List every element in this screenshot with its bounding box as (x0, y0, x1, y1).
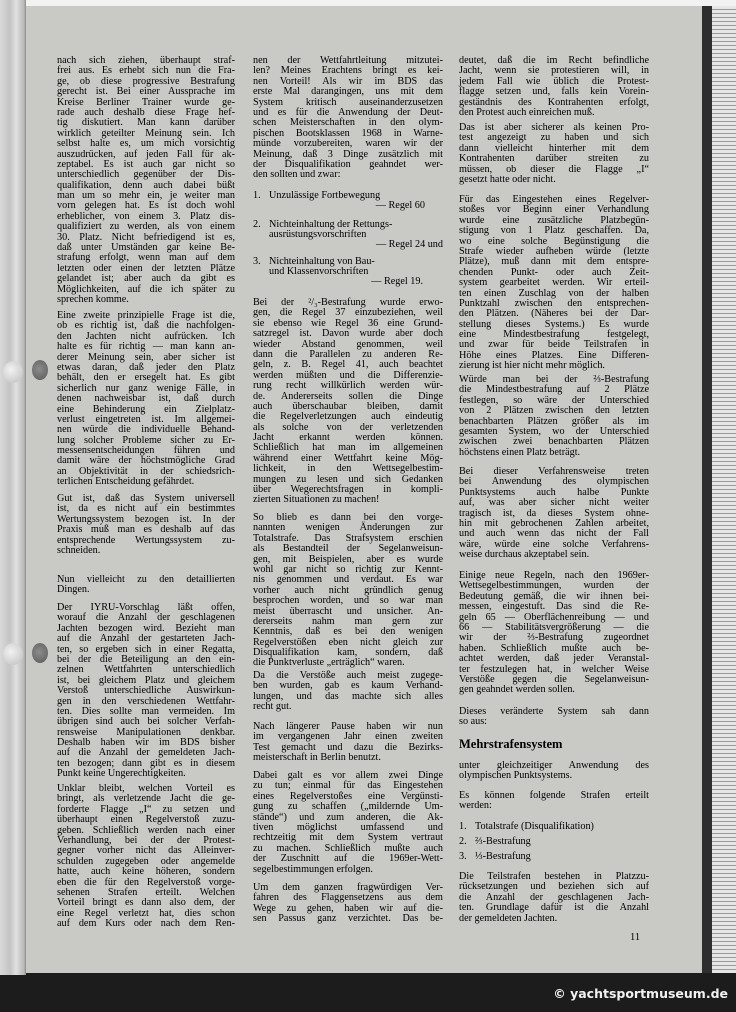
text-line: Unklar bleibt, welchen Vorteil es (57, 783, 235, 794)
paragraph (459, 56, 649, 118)
rule-list-item (253, 191, 425, 213)
paragraph (57, 56, 235, 305)
text-line: Jacht, wenn sie protestieren will, in (459, 65, 649, 77)
text-line: so aus: (459, 716, 488, 728)
text-line: gesetzt hatte oder nicht. (459, 173, 556, 185)
text-line: system gearbeitet werden. Wir erteil- (459, 277, 649, 289)
text-line: als Bestandteil der Segelanweisun- (253, 543, 443, 555)
text-line: ob es richtig ist, daß die nachfolgen- (57, 320, 235, 332)
rule-list-item (253, 220, 443, 252)
text-line: eben die für den Regelverstoß vorge- (57, 876, 235, 888)
paragraph (253, 513, 443, 669)
text-line: sen Passus ganz verzichtet. Das be- (253, 913, 443, 925)
text-line: deutet, daß die im Recht befindliche (459, 55, 649, 66)
rule-reference: — Regel 19. (371, 276, 423, 287)
list-text: Nichteinhaltung der Rettungs- (269, 219, 393, 230)
text-line: ben wurden, gab es kaum Verhand- (253, 680, 443, 692)
text-line: gen, mit Beispielen, aber es wurde (253, 553, 443, 565)
page-shadow-edge (702, 6, 712, 973)
text-line: Dieses veränderte System sah dann (459, 706, 649, 717)
text-line: denen nachweisbar ist, daß durch (57, 393, 235, 405)
text-line: der Disqualifikation geahndet wer- (253, 158, 443, 170)
text-line: auf dem Kurs oder nach dem Ren- (57, 918, 235, 930)
text-line: nen der Wettfahrtleitung mitzutei- (253, 55, 443, 66)
text-line: müssen, ob dieser die Flagge „I“ (459, 163, 649, 175)
text-line: Dingen. (57, 584, 90, 596)
text-line: mungen zu lesen und sich Gedanken (253, 473, 443, 485)
text-line: die Mindestbestrafung auf 2 Plätze (459, 384, 649, 396)
text-line: Das ist aber sicherer als keinen Pro- (459, 122, 649, 133)
text-line: stoßes vor Beginn einer Verhandlung (459, 204, 649, 216)
text-line: Es können folgende Strafen erteilt (459, 790, 649, 801)
text-line: nis genommen und verdaut. Es war (253, 574, 443, 586)
text-line: flagge setzen und, falls kein Vorein- (459, 86, 649, 98)
text-line: messensentscheidungen führen und (57, 445, 235, 457)
text-line: erheblicher, von einem 3. Platz dis- (57, 210, 235, 222)
text-line: Regelverstößen eben nicht gleich zur (253, 636, 443, 648)
text-line: dann vielleicht hinterher mit dem (459, 142, 649, 154)
paragraph (459, 791, 649, 812)
paragraph (459, 761, 649, 782)
penalty-list-item (459, 821, 594, 832)
text-line: Einige neue Regeln, nach den 1969er- (459, 570, 649, 581)
text-line: den sollten und zwar: (253, 169, 341, 181)
paragraph (459, 123, 649, 185)
text-line: den Plätzen. (Näheres bei der Dar- (459, 308, 649, 320)
paragraph (253, 298, 443, 506)
text-line: eine Mindestbestrafung festgelegt, (459, 329, 649, 341)
binder-hole (3, 643, 23, 665)
text-line: über Wegerechtsfragen in kompli- (253, 484, 443, 496)
binder-edge (0, 0, 26, 975)
text-line: besprochen worden, und so war man (253, 595, 443, 607)
text-line: lung solcher Probleme sicher zu Er- (57, 434, 235, 446)
paragraph (57, 494, 235, 556)
text-line: dererseits nahm man gern zur (253, 615, 443, 627)
text-line: zu machen. Schließlich mußte auch (253, 842, 443, 854)
text-line: selbst halte es, um mich vorsichtig (57, 138, 235, 150)
text-line: unter gleichzeitiger Anwendung des (459, 760, 649, 771)
paragraph (253, 722, 443, 764)
text-line: wohl gar nicht so richtig zur Kennt- (253, 563, 443, 575)
punch-hole (32, 643, 48, 663)
text-line: als solche von der verletzenden (253, 421, 443, 433)
text-line: und auch wenn das nicht der Fall (459, 528, 649, 540)
text-line: an Objektivität in der schiedsrich- (57, 465, 235, 477)
text-line: tragisch ist, da dieses System ohne- (459, 507, 649, 519)
text-line: Punkt keine Ungerechtigkeiten. (57, 768, 186, 780)
paragraph (459, 872, 649, 924)
text-line: sie ebenso wie Regel 36 eine Grund- (253, 317, 443, 329)
text-line: fahren des Flaggensetzens aus dem (253, 892, 443, 904)
paragraph (253, 671, 443, 713)
text-line: lichkeit, in den Wettsegelbestim- (253, 463, 443, 475)
stacked-pages-edge (712, 6, 736, 973)
text-line: festlegen, so wäre der Unterschied (459, 394, 649, 406)
text-line: ten, so ergeben sich in einer Regatta, (57, 643, 235, 655)
text-line: den Protest auch einreichen muß. (459, 106, 595, 118)
text-line: zwischen zwei benachbarten Plätzen (459, 436, 649, 448)
text-line: tiven möglichst umfassend und (253, 821, 443, 833)
list-number: 3. (459, 851, 467, 862)
text-line: Eine zweite prinzipielle Frage ist die, (57, 310, 235, 321)
text-line: werden müßten und die Differenzie- (253, 369, 443, 381)
text-line: von 2 Plätzen zwischen den letzten (459, 405, 649, 417)
text-line: Wettsegelbestimmungen, wurden der (459, 580, 649, 592)
text-line: strafung erfolgt, wenn man auf dem (57, 252, 235, 264)
text-line: Punktsystems auch halbe Punkte (459, 486, 649, 498)
text-line: auch überschaubar bleiben, damit (253, 400, 443, 412)
text-line: eine Regel verletzt hat, dies schon (57, 907, 235, 919)
text-line: rensweise Manipulationen denkbar. (57, 726, 235, 738)
text-line: auf, was aber sicher nicht weiter (459, 497, 649, 509)
text-line: Die Teilstrafen bestehen in Platzzu- (459, 871, 649, 882)
text-line: hin mit gebrochenen Zahlen arbeitet, (459, 517, 649, 529)
text-line: Test gemacht und dazu die Bezirks- (253, 741, 443, 753)
text-line: Bei der ²/₃-Bestrafung wurde erwo- (253, 297, 443, 308)
text-line: ten bezogen; dann gibt es in diesem (57, 757, 235, 769)
text-line: benachbarten Plätzen größer als im (459, 415, 649, 427)
text-line: hatte, auch keine höheren, sondern (57, 866, 235, 878)
copyright-watermark: © yachtsportmuseum.de (553, 986, 728, 1001)
text-line: Deshalb haben wir im BDS bisher (57, 737, 235, 749)
text-line: lungen, und das machte sich alles (253, 690, 443, 702)
text-line: frei aus. Es erhebt sich nun die Fra- (57, 65, 235, 77)
text-line: entsprechende Wertungssystem zu- (57, 534, 235, 546)
list-number: 2. (459, 836, 467, 847)
paragraph (57, 784, 235, 929)
text-line: 66 — Stabilitätsvergrößerung — die (459, 621, 649, 633)
text-line: sprechen komme. (57, 293, 129, 305)
text-line: weise durchaus akzeptabel sein. (459, 549, 590, 561)
text-line: gegner vorher nicht das Alleinver- (57, 845, 235, 857)
text-line: olympischen Punktsystems. (459, 770, 573, 782)
text-line: Kreise Berliner Trainer wurde ge- (57, 96, 235, 108)
text-line: letzten oder einen der letzten Plätze (57, 262, 235, 274)
text-line: Nun vielleicht zu den detaillierten (57, 574, 235, 585)
text-line: Wertungssystem bezogen ist. In der (57, 513, 235, 525)
text-line: 30. Platz. Nicht befriedigend ist es, (57, 231, 235, 243)
text-line: wäre, würde eine solche Verfahrens- (459, 538, 649, 550)
text-line: wurde eine zusätzliche Platzbegün- (459, 214, 649, 226)
text-line: eines Regelverstoßes eine Vergünsti- (253, 790, 443, 802)
text-line: Strafe wieder aufheben würde (letzte (459, 245, 649, 257)
text-line: Totalstrafe. Das Strafsystem erschien (253, 532, 443, 544)
text-line: die Regelverletzungen auch eindeutig (253, 411, 443, 423)
text-line: ten. Grundlage dafür ist die Anzahl (459, 902, 649, 914)
text-line: meisterschaft in Berlin benutzt. (253, 752, 381, 764)
text-line: segelbestimmungen erfolgen. (253, 863, 373, 875)
text-line: Punktzahl zwischen den entsprechen- (459, 297, 649, 309)
text-line: messen, eingestuft. Das sind die Re- (459, 601, 649, 613)
rule-list-item (253, 257, 423, 289)
text-line: gen geahndet werden sollen. (459, 684, 575, 696)
text-line: gesamten System, wo der Unterschied (459, 425, 649, 437)
text-line: zu tun; einmal für das Eingestehen (253, 780, 443, 792)
text-line: ge, ob diese progressive Bestrafung (57, 75, 235, 87)
text-line: bei der die Beteiligung an den ein- (57, 653, 235, 665)
text-line: stände“) und zum anderen, die Ak- (253, 811, 443, 823)
text-line: im vergangenen Jahr einen zweiten (253, 731, 443, 743)
text-line: tig diskutiert. Man kann darüber (57, 117, 235, 129)
text-line: Plätze), muß dann mit dem entspre- (459, 256, 649, 268)
text-line: Verstöße gegen die Segelanweisun- (459, 673, 649, 685)
text-line: zeptabel. Es ist auch gar nicht so (57, 158, 235, 170)
text-line: überhaupt einen Regelverstoß zuzu- (57, 814, 235, 826)
page-number: 11 (630, 932, 641, 943)
list-text: Unzulässige Fortbewegung (269, 190, 381, 201)
text-line: auszudrücken, auf jeden Fall für ak- (57, 148, 235, 160)
list-number: 1. (459, 821, 467, 832)
text-line: terlichen Entscheidung gefährdet. (57, 476, 195, 488)
text-line: unterschiedlich gegenüber der Dis- (57, 169, 235, 181)
text-line: Jacht erkannt werden können. (253, 432, 443, 444)
text-line: werden: (459, 800, 492, 812)
text-line: Bei dieser Verfahrensweise treten (459, 466, 649, 477)
text-line: Der IYRU-Vorschlag läßt offen, (57, 602, 235, 613)
text-line: die Punktverluste „erträglich“ waren. (253, 657, 405, 669)
text-line: qualifiziert zu werden, als von einem (57, 221, 235, 233)
text-line: qualifikation, denn auch dabei büßt (57, 179, 235, 191)
text-line: stellung dieses Systems.) Es wurde (459, 318, 649, 330)
text-line: sicherlich nur ganz wenige Fälle, in (57, 382, 235, 394)
text-line: damit wäre der höchstmögliche Grad (57, 455, 235, 467)
text-line: gung zu schaffen („mildernde Um- (253, 801, 443, 813)
section-heading: Mehrstrafensystem (459, 737, 563, 751)
text-line: behält, den er ersegelt hat. Es gibt (57, 372, 235, 384)
text-line: chenden Punkt- oder auch Zeit- (459, 266, 649, 278)
text-line: meist überrascht und unsicher. An- (253, 605, 443, 617)
text-line: achtet werden, daß jeder Veranstal- (459, 653, 649, 665)
text-line: derer Meinung sein, aber sicher ist (57, 351, 235, 363)
text-line: gen, die Regel 37 einzubeziehen, weil (253, 307, 443, 319)
text-line: Höhe eines Platzes. Eine Differen- (459, 349, 649, 361)
text-line: Disqualifikation kam, sondern, daß (253, 647, 443, 659)
text-line: nen Vorteil! Als wir im BDS das (253, 75, 443, 87)
text-line: Dabei galt es vor allem zwei Dinge (253, 770, 443, 781)
text-line: Kenntnis, daß es bei den wenigen (253, 626, 443, 638)
text-line: Kontrahenten darüber streiten zu (459, 153, 649, 165)
text-line: Für das Eingestehen eines Regelver- (459, 194, 649, 205)
text-line: halte es für richtig — man kann an- (57, 341, 235, 353)
paragraph (459, 375, 649, 458)
paragraph (57, 575, 235, 596)
text-line: zelnen Wettfahrten unterschiedlich (57, 664, 235, 676)
text-line: gen in den verschiedenen Wettfahr- (57, 695, 235, 707)
text-line: haben. Schließlich mußte auch be- (459, 642, 649, 654)
paragraph (57, 311, 235, 488)
text-line: auf die Anzahl der gestarteten Jach- (57, 633, 235, 645)
text-line: worauf die Anzahl der geschlagenen (57, 612, 235, 624)
text-line: schulden zugegeben oder angemelde (57, 855, 235, 867)
text-line: Würde man bei der ⅔-Bestrafung (459, 374, 649, 385)
text-line: der gemeldeten Jachten. (459, 912, 558, 924)
text-line: zierung ist hier nicht mehr möglich. (459, 360, 605, 372)
paragraph (253, 56, 443, 181)
text-line: und zwar für beide Teilstrafen in (459, 339, 649, 351)
penalty-list-item (459, 836, 531, 847)
paragraph (459, 571, 649, 696)
text-line: geln 65 — Oberflächenreibung — und (459, 611, 649, 623)
text-line: So blieb es dann bei den vorge- (253, 512, 443, 523)
text-line: ist, bei gleichem Platz und gleichem (57, 674, 235, 686)
text-line: bringt, als verletzende Jacht die ge- (57, 793, 235, 805)
text-line: Verhandlung, bei der der Protest- (57, 834, 235, 846)
text-line: Vorteil bringt es dann also dem, der (57, 897, 235, 909)
text-line: während einer Wettfahrt keine Mög- (253, 452, 443, 464)
text-line: Schließlich hat man im allgemeinen (253, 442, 443, 454)
paragraph (253, 883, 443, 925)
text-line: ten einen Zuschlag von der halben (459, 287, 649, 299)
text-line: Um dem ganzen fragwürdigen Ver- (253, 882, 443, 893)
text-line: geln, z. B. Regel 41, auch beachtet (253, 359, 443, 371)
punch-hole (32, 360, 48, 380)
text-line: der Zuschnitt auf die 1969er-Wett- (253, 853, 443, 865)
text-line: ist, da es nicht auf ein bestimmtes (57, 503, 235, 515)
text-line: etwas daran, daß jeder den Platz (57, 361, 235, 373)
text-line: recht gut. (253, 701, 292, 713)
text-line: erste Mal darangingen, uns mit dem (253, 86, 443, 98)
text-line: forderte Flagge „I“ zu setzen und (57, 803, 235, 815)
text-line: Jachten bezogen wird. Bezieht man (57, 622, 235, 634)
text-line: eine Behinderung ein Zielplatz- (57, 403, 235, 415)
text-line: bei Anwendung des olympischen (459, 476, 649, 488)
text-line: die Anzahl der geschlagenen Jach- (459, 891, 649, 903)
text-line: wirklich geteilter Meinung sein. Ich (57, 127, 235, 139)
text-line: Gut ist, daß das System universell (57, 493, 235, 504)
paragraph (459, 707, 649, 728)
text-line: gerecht ist. Bei einer Aussprache im (57, 86, 235, 98)
text-line: verlust eingetreten ist. Im allgemei- (57, 413, 235, 425)
penalty-list-item (459, 851, 531, 862)
text-line: übrigen sind auch bei solcher Verfah- (57, 716, 235, 728)
text-line: Möglichkeiten, auf die ich später zu (57, 283, 235, 295)
list-text: ⅔-Bestrafung (475, 836, 531, 847)
paragraph (459, 195, 649, 372)
text-line: ten. Dies sollte man vermeiden. Im (57, 705, 235, 717)
text-line: rade auch deshalb diese Frage hef- (57, 106, 235, 118)
text-line: schneiden. (57, 544, 101, 556)
text-line: und es für die Anwendung der Deut- (253, 106, 443, 118)
text-line: satzregel ist. Davon wurde aber doch (253, 328, 443, 340)
text-line: test angezeigt zu haben und sich (459, 132, 649, 144)
list-text: ausrüstungsvorschriften (269, 229, 367, 240)
list-number: 1. (253, 190, 261, 201)
text-line: rücksetzungen und beziehen sich auf (459, 881, 649, 893)
text-line: Wege zu gehen, haben wir auf die- (253, 902, 443, 914)
text-line: sehenen Strafen erteilt. Welchen (57, 886, 235, 898)
text-line: daß unter Umständen gar keine Be- (57, 242, 235, 254)
text-line: auf die Anzahl der gemeldeten Jach- (57, 747, 235, 759)
list-text: und Klassenvorschriften (269, 266, 369, 277)
text-line: pischen Bootsklassen 1968 in Warne- (253, 127, 443, 139)
text-line: den Jachten nicht aufrücken. Ich (57, 330, 235, 342)
paragraph (253, 771, 443, 875)
text-line: höchstens einen Platz beträgt. (459, 446, 581, 458)
text-line: zierten Situationen zu machen! (253, 494, 380, 506)
text-line: len? Meines Erachtens bringt es kei- (253, 65, 443, 77)
text-line: vorher auch nicht gründlich genug (253, 584, 443, 596)
text-line: Bedeutung gemäß, die wir ihnen bei- (459, 590, 649, 602)
text-line: jedem Fall wie üblich die Protest- (459, 75, 649, 87)
list-text: ⅓-Bestrafung (475, 851, 531, 862)
list-number: 2. (253, 219, 261, 230)
text-line: rung recht willkürlich werden wür- (253, 380, 443, 392)
paragraph (57, 603, 235, 780)
list-text: Nichteinhaltung von Bau- (269, 256, 375, 267)
binder-hole (3, 361, 23, 383)
text-line: rechtzeitig mit dem System vertraut (253, 832, 443, 844)
text-line: wieder Abstand genommen, weil (253, 338, 443, 350)
text-line: de. Andererseits sollen die Dinge (253, 390, 443, 402)
text-line: gelandet ist; aber auch da gibt es (57, 273, 235, 285)
text-line: Praxis muß man es deshalb auf das (57, 524, 235, 536)
text-line: Verstoß unterschiedliche Auswirkun- (57, 685, 235, 697)
list-text: Totalstrafe (Disqualifikation) (475, 821, 594, 832)
rule-reference: — Regel 24 und (375, 239, 443, 250)
text-line: schen Meisterschaften in den olym- (253, 117, 443, 129)
text-line: geben. Schließlich werden nach einer (57, 824, 235, 836)
text-line: System kritisch auseinanderzusetzen (253, 96, 443, 108)
text-line: Nach längerer Pause haben wir nun (253, 721, 443, 732)
text-line: münde vorzubereiten, waren wir der (253, 138, 443, 150)
text-line: Da die Verstöße auch meist zugege- (253, 670, 443, 681)
text-line: nach sich ziehen, überhaupt straf- (57, 55, 235, 66)
text-line: stigung von 1 Platz geschaffen. Da, (459, 225, 649, 237)
text-line: wir der ⅔-Bestrafung zugeordnet (459, 632, 649, 644)
text-line: nen würde die individuelle Behand- (57, 424, 235, 436)
text-line: ter festzulegen hat, in welcher Weise (459, 663, 649, 675)
text-line: dann die Parallelen zu anderen Re- (253, 348, 443, 360)
text-line: Meinung, daß 3 Dinge zusätzlich mit (253, 148, 443, 160)
text-line: vorn gelegen hat. Es ist doch wohl (57, 200, 235, 212)
paragraph (459, 467, 649, 561)
text-line: wo eine solche Begünstigung die (459, 235, 649, 247)
text-line: nannten wenigen Änderungen zur (253, 522, 443, 534)
text-line: geständnis des Kontrahenten erfolgt, (459, 96, 649, 108)
text-line: man um so mehr ein, je weiter man (57, 190, 235, 202)
list-number: 3. (253, 256, 261, 267)
rule-reference: — Regel 60 (375, 200, 425, 211)
